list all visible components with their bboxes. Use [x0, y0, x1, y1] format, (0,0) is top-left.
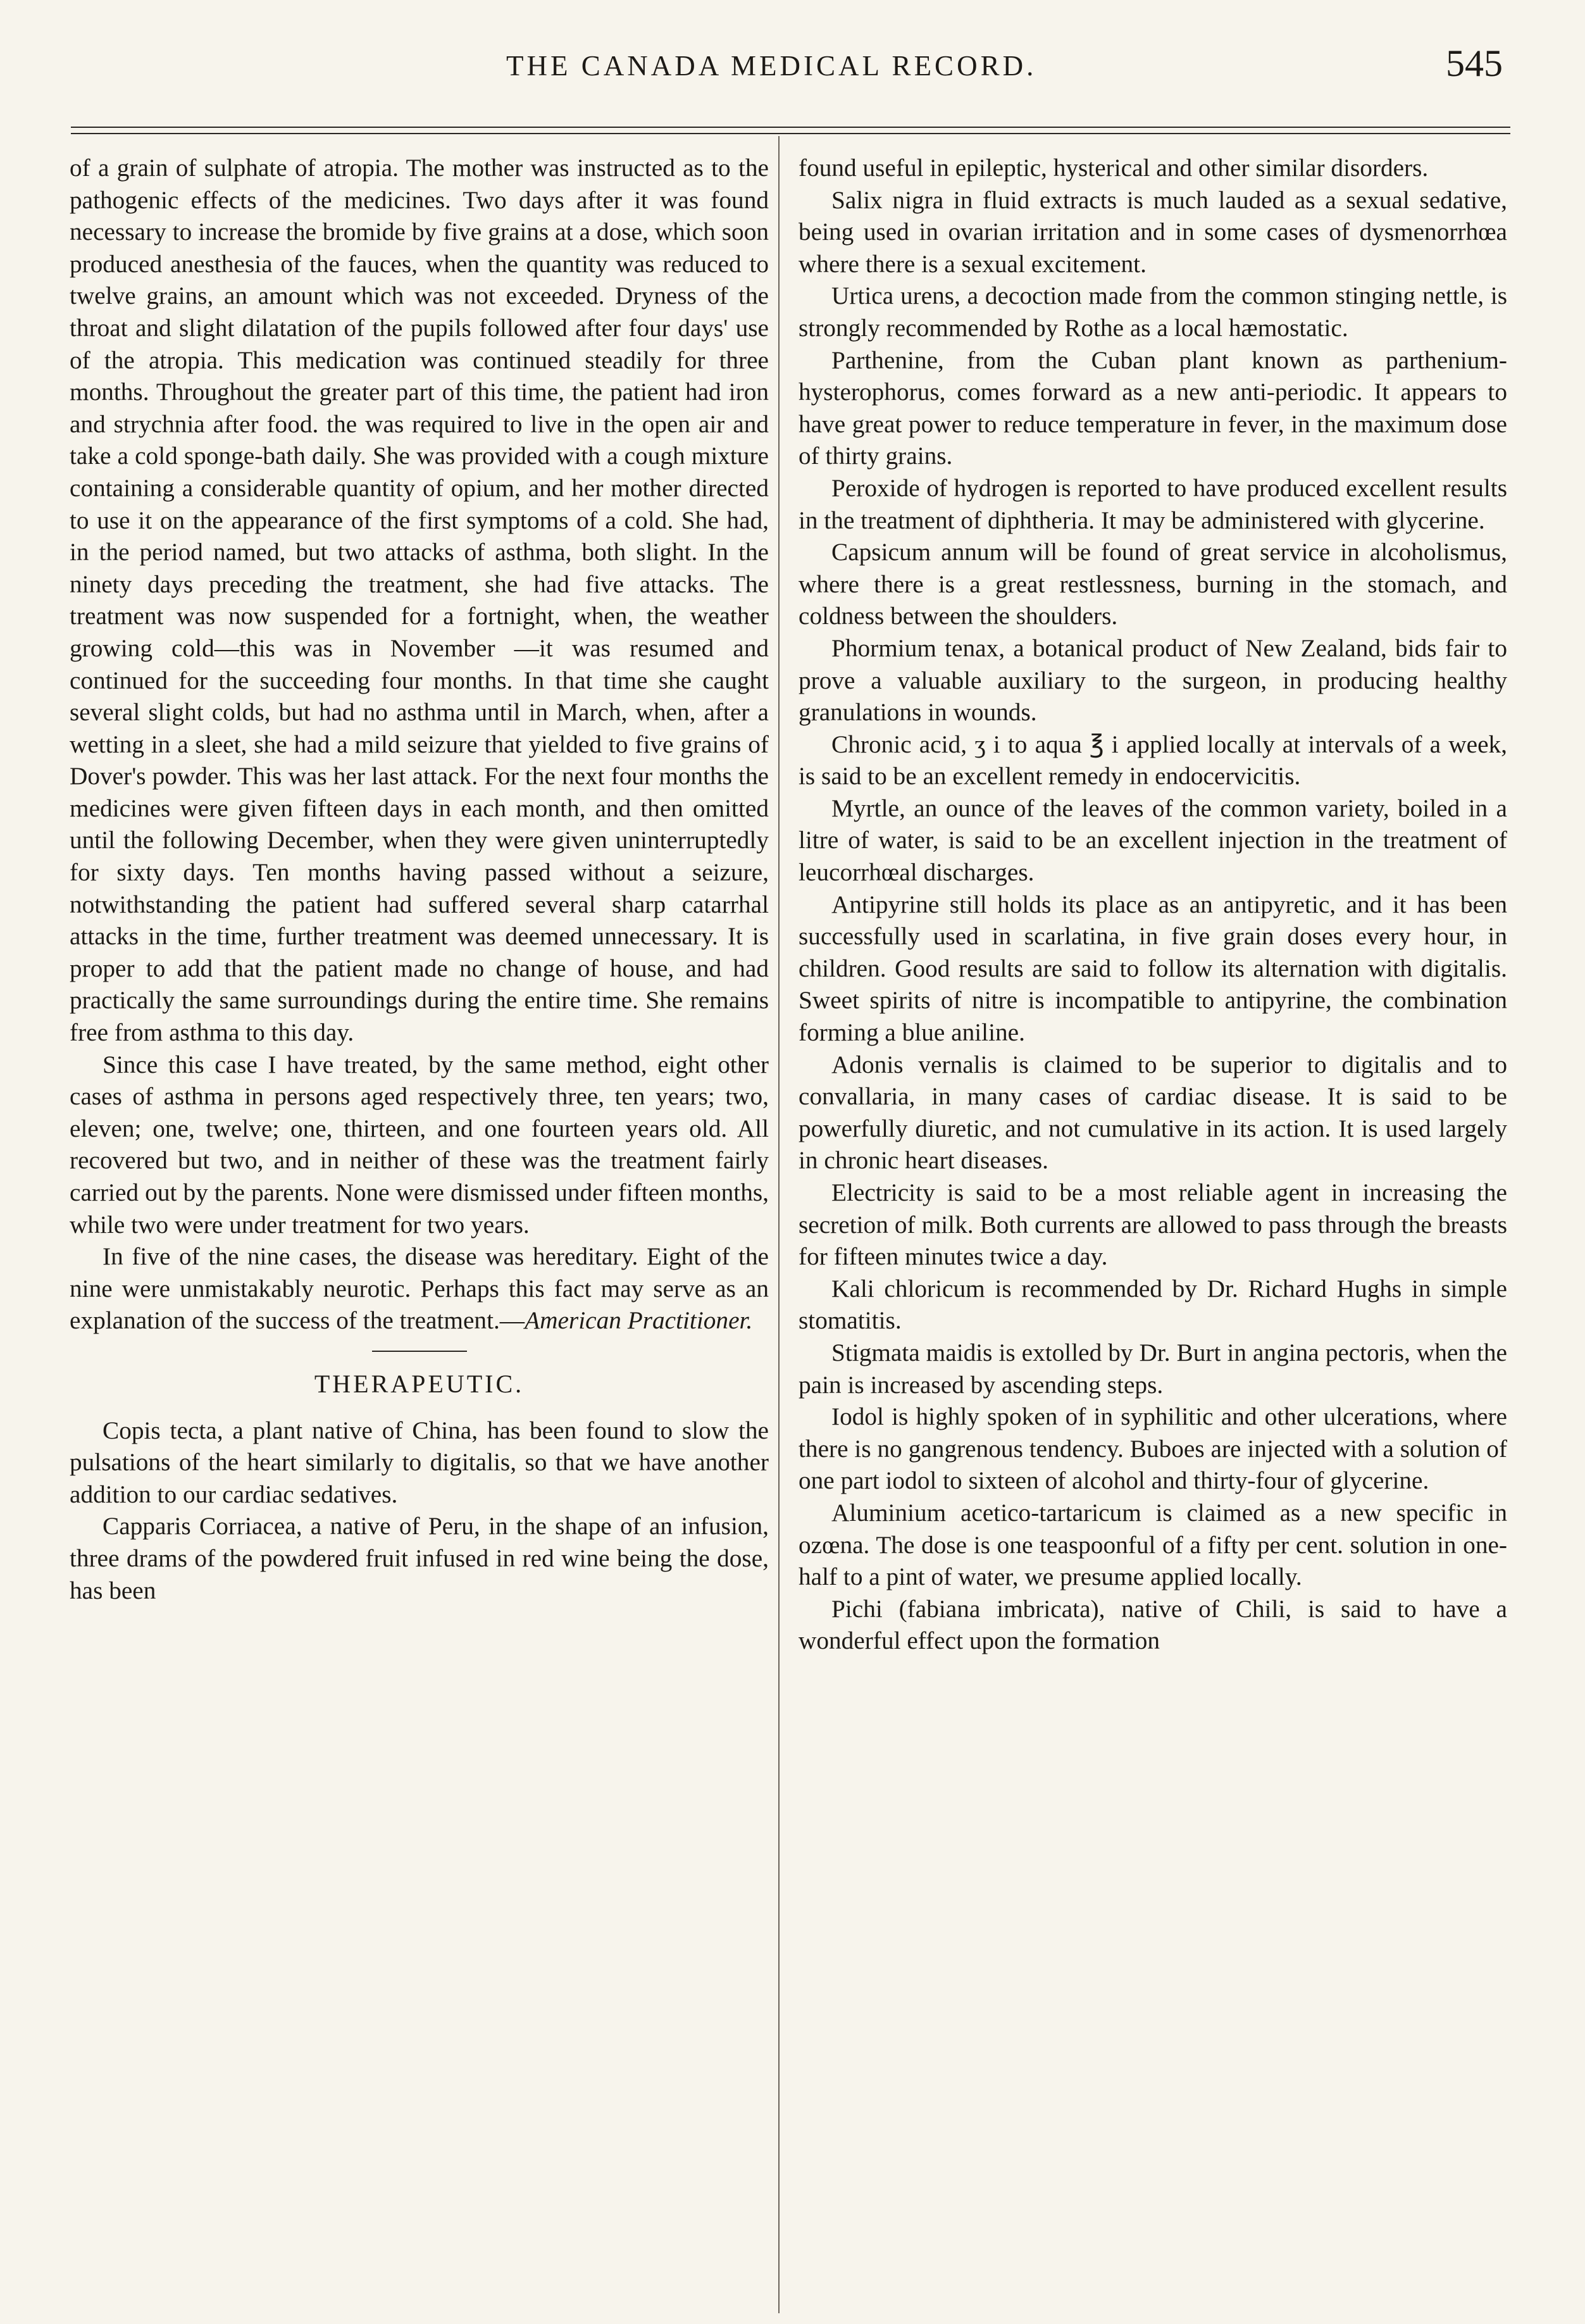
- left-paragraph-1: of a grain of sulphate of atropia. The mother was instructed as to the pathogenic effects of the medicines. Two days after it was found necessary to increase the bromide by five grains at a dose, which soon produced anesthesia of the fauces, when the quantity was reduced to twelve grains, an amount which was not exceeded. Dryness of the throat and slight dilatation of the pupils followed after four days' use of the atropia. This medication was continued steadily for three months. Throughout the greater part of this time, the patient had iron and strychnia after food. the was required to live in the open air and take a cold sponge-bath daily. She was provided with a cough mixture containing a considerable quantity of opium, and her mother directed to use it on the appearance of the first symptoms of a cold. She had, in the period named, but two attacks of asthma, both slight. In the ninety days preceding the treatment, she had five attacks. The treatment was now suspended for a fortnight, when, the weather growing cold—this was in November —it was resumed and continued for the succeeding four months. In that time she caught several slight colds, but had no asthma until in March, when, after a wetting in a sleet, she had a mild seizure that yielded to five grains of Dover's powder. This was her last attack. For the next four months the medicines were given fifteen days in each month, and then omitted until the following December, when they were given uninterruptedly for sixty days. Ten months having passed without a seizure, notwithstanding the patient had suffered several sharp catarrhal attacks in the time, further treatment was deemed unnecessary. It is proper to add that the patient made no change of house, and had practically the same surroundings during the entire time. She remains free from asthma to this day.: [70, 154, 769, 1047]
- source-citation: American Practitioner.: [525, 1306, 753, 1335]
- right-column: [799, 152, 1507, 1657]
- left-paragraph-4: Copis tecta, a plant native of China, has been found to slow the pulsations of the heart similarly to digitalis, so that we have another addition to our cardiac sedatives.: [70, 1416, 769, 1508]
- column-divider: [778, 136, 780, 2313]
- right-paragraph-11: Adonis vernalis is claimed to be superior to digitalis and to convallaria, in many cases of cardiac disease. It is said to be powerfully diuretic, and not cumulative in its action. It is used largely in chronic heart diseases.: [799, 1050, 1507, 1175]
- right-paragraph-5: Peroxide of hydrogen is reported to have produced excellent results in the treatment of diphtheria. It may be administered with glycerine.: [799, 473, 1507, 534]
- right-paragraph-2: Salix nigra in fluid extracts is much lauded as a sexual sedative, being used in ovarian irritation and in some cases of dysmenorrhœa where there is a sexual excitement.: [799, 185, 1507, 278]
- section-heading: THERAPEUTIC.: [314, 1369, 525, 1398]
- left-paragraph-3-text: In five of the nine cases, the disease was hereditary. Eight of the nine were unmistakably neurotic. Perhaps this fact may serve as an explanation of the success of the treatment.—: [70, 1242, 769, 1335]
- left-paragraph-3: [70, 1240, 769, 1337]
- right-paragraph-7: Phormium tenax, a botanical product of New Zealand, bids fair to prove a valuable auxiliary to the surgeon, in producing healthy granulations in wounds.: [799, 634, 1507, 727]
- right-paragraph-16: Aluminium acetico-tartaricum is claimed as a new specific in ozœna. The dose is one teaspoonful of a fifty per cent. solution in one-half to a pint of water, we presume applied locally.: [799, 1498, 1507, 1591]
- right-paragraph-10: Antipyrine still holds its place as an antipyretic, and it has been successfully used in scarlatina, in five grain doses every hour, in children. Good results are said to follow its alternation with digitalis. Sweet spirits of nitre is incompatible to antipyrine, the combination forming a blue aniline.: [799, 890, 1507, 1047]
- right-paragraph-6: Capsicum annum will be found of great service in alcoholismus, where there is a great restlessness, burning in the stomach, and coldness between the shoulders.: [799, 538, 1507, 630]
- left-paragraph-5: Capparis Corriacea, a native of Peru, in the shape of an infusion, three drams of the powdered fruit infused in red wine being the dose, has been: [70, 1512, 769, 1604]
- right-paragraph-8: Chronic acid, ʒ i to aqua ℥ i applied locally at intervals of a week, is said to be an excellent remedy in endocervicitis.: [799, 730, 1507, 790]
- running-title: THE CANADA MEDICAL RECORD.: [506, 50, 1037, 82]
- header-rule-lower: [71, 133, 1510, 134]
- left-paragraph-2: Since this case I have treated, by the same method, eight other cases of asthma in persons aged respectively three, ten years; two, eleven; one, twelve; one, thirteen, and one fourteen years old. All recovered but two, and in neither of these was the treatment fairly carried out by the parents. None were dismissed under fifteen months, while two were under treatment for two years.: [70, 1050, 769, 1239]
- right-paragraph-12: Electricity is said to be a most reliable agent in increasing the secretion of milk. Both currents are allowed to pass through the breasts for fifteen minutes twice a day.: [799, 1178, 1507, 1271]
- right-paragraph-14: Stigmata maidis is extolled by Dr. Burt in angina pectoris, when the pain is increased by ascending steps.: [799, 1338, 1507, 1399]
- right-paragraph-17: Pichi (fabiana imbricata), native of Chili, is said to have a wonderful effect upon the formation: [799, 1594, 1507, 1655]
- left-column: [70, 152, 769, 1606]
- section-divider-rule: [372, 1351, 467, 1352]
- right-paragraph-3: Urtica urens, a decoction made from the common stinging nettle, is strongly recommended by Rothe as a local hæmostatic.: [799, 282, 1507, 342]
- right-paragraph-4: Parthenine, from the Cuban plant known as parthenium-hysterophorus, comes forward as a new anti-periodic. It appears to have great power to reduce temperature in fever, in the maximum dose of thirty grains.: [799, 346, 1507, 470]
- right-paragraph-1: found useful in epileptic, hysterical and other similar disorders.: [799, 154, 1429, 182]
- header-rule-upper: [71, 127, 1510, 128]
- right-paragraph-15: Iodol is highly spoken of in syphilitic and other ulcerations, where there is no gangrenous tendency. Buboes are injected with a solution of one part iodol to sixteen of alcohol and thirty-four of glycerine.: [799, 1403, 1507, 1495]
- running-head: [0, 42, 1585, 99]
- right-paragraph-13: Kali chloricum is recommended by Dr. Richard Hughs in simple stomatitis.: [799, 1274, 1507, 1335]
- page-number: 545: [1446, 42, 1503, 84]
- right-paragraph-9: Myrtle, an ounce of the leaves of the common variety, boiled in a litre of water, is said to be an excellent injection in the treatment of leucorrhœal discharges.: [799, 794, 1507, 887]
